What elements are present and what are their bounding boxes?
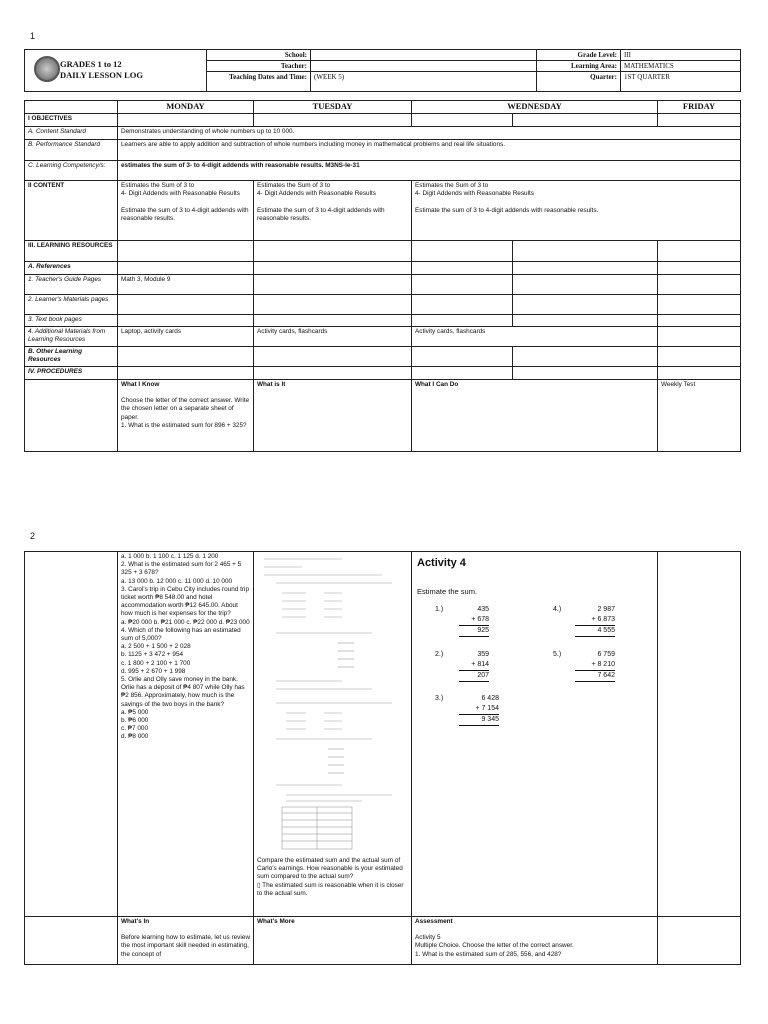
title-line2: DAILY LESSON LOG	[60, 70, 143, 80]
teacher-value	[311, 61, 537, 72]
addend-2: + 814	[459, 660, 489, 671]
problem-number: 2.)	[435, 651, 444, 658]
weekly-test: Weekly Test	[658, 380, 741, 452]
title-line1: GRADES 1 to 12	[60, 59, 122, 69]
activity-title: Activity 4	[417, 557, 466, 569]
dates-label: Teaching Dates and Time:	[207, 72, 311, 92]
other-resources-label: B. Other Learning Resources	[25, 347, 118, 367]
objectives-label: I OBJECTIVES	[25, 114, 118, 127]
addend-2: + 678	[459, 615, 489, 626]
area-label: Learning Area:	[537, 61, 621, 72]
competency-value: estimates the sum of 3- to 4-digit addends with reasonable results. M3NS-Ie-31	[118, 161, 741, 181]
problem-number: 1.)	[435, 606, 444, 613]
day-wednesday: WEDNESDAY	[412, 101, 658, 114]
grade-value: III	[621, 50, 741, 61]
tg-label: 1. Teacher's Guide Pages	[25, 275, 118, 295]
activity-subtitle: Estimate the sum.	[417, 587, 478, 596]
page-number: 1	[30, 31, 36, 41]
addend-1: 6 428	[481, 695, 499, 702]
whats-in-text: Before learning how to estimate, let us review the most important skill needed in estimating, the concept of	[121, 934, 250, 958]
addend-1: 359	[477, 651, 489, 658]
tg-monday: Math 3, Module 9	[118, 275, 254, 295]
procedures-label: IV. PROCEDURES	[25, 367, 118, 380]
content-tuesday: Estimates the Sum of 3 to 4- Digit Addends with Reasonable Results Estimate the sum of 3 to 4-digit addends with reasonable results.	[254, 181, 412, 241]
problem-1	[437, 605, 489, 637]
what-is-it-title: What is It	[254, 380, 412, 452]
additional-tuesday: Activity cards, flashcards	[254, 327, 412, 347]
problem-4	[555, 605, 615, 637]
problem-number: 3.)	[435, 695, 444, 702]
assessment-title: Assessment	[415, 918, 453, 925]
whats-more-title: What's More	[254, 917, 412, 965]
what-i-can-do-title: What I Can Do	[412, 380, 658, 452]
quarter-value: 1ST QUARTER	[621, 72, 741, 92]
assessment-text: Activity 5 Multiple Choice. Choose the letter of the correct answer. 1. What is the estimated sum of 285, 556, and 428?	[415, 934, 574, 958]
day-monday: MONDAY	[118, 101, 254, 114]
additional-wednesday: Activity cards, flashcards	[412, 327, 658, 347]
area-value: MATHEMATICS	[621, 61, 741, 72]
monday-questions: a. 1 000 b. 1 100 c. 1 125 d. 1 200 2. What is the estimated sum for 2 465 + 5 325 + 3 678? a. 13 000 b. 12 000 c. 11 000 d. 10 000 3. Carol's trip in Cebu City includes round trip ticket worth ₱8 548.00 and hotel accommodation worth ₱12 645.00. About how much is her expenses for the trip? a. ₱20 000 b. ₱21 000 c. ₱22 000 d. ₱23 000 4. Which of the following has an estimated sum of 5,000? a. 2 500 + 1 500 + 2 028 b. 1125 + 3 472 + 954 c. 1 800 + 2 100 + 1 700 d. 995 + 2 670 + 1 998 5. Orlie and Olly save money in the bank. Orlie has a deposit of ₱4 807 while Olly has ₱2 856. Approximately, how much is the savings of the two boys in the bank? a. ₱5 000 b. ₱6 000 c. ₱7 000 d. ₱8 000	[118, 552, 254, 917]
content-std-label: A. Content Standard	[25, 127, 118, 140]
content-label: II CONTENT	[25, 181, 118, 241]
worked-example-sketch	[262, 555, 404, 855]
school-value	[311, 50, 537, 61]
answer: 925	[459, 626, 489, 637]
lesson-log-table	[24, 100, 741, 452]
day-friday: FRIDAY	[658, 101, 741, 114]
compare-text: Compare the estimated sum and the actual sum of Carlo's earnings. How reasonable is your estimated sum compared to the actual sum? ▯ The estimated sum is reasonable when it is closer to the actual sum.	[257, 857, 404, 897]
day-tuesday: TUESDAY	[254, 101, 412, 114]
problem-5	[555, 650, 615, 682]
quarter-label: Quarter:	[537, 72, 621, 92]
addend-1: 6 759	[597, 651, 615, 658]
addend-1: 2 987	[597, 606, 615, 613]
worked-example-image	[262, 555, 404, 855]
additional-monday: Laptop, activity cards	[118, 327, 254, 347]
what-i-know-title: What I Know	[121, 381, 160, 388]
teacher-label: Teacher:	[207, 61, 311, 72]
addend-1: 435	[477, 606, 489, 613]
additional-label: 4. Additional Materials from Learning Resources	[25, 327, 118, 347]
problem-number: 4.)	[553, 606, 562, 613]
answer: 207	[459, 671, 489, 682]
answer: 4 555	[575, 626, 615, 637]
addend-2: + 7 154	[459, 704, 499, 715]
addend-2: + 6 873	[575, 615, 615, 626]
addend-2: + 8 210	[575, 660, 615, 671]
tb-label: 3. Text book pages	[25, 315, 118, 327]
content-wednesday: Estimates the Sum of 3 to 4- Digit Addends with Reasonable Results Estimate the sum of 3 to 4-digit addends with reasonable results.	[412, 181, 741, 241]
answer: 9 345	[459, 715, 499, 726]
problem-number: 5.)	[553, 651, 562, 658]
problem-3	[437, 694, 499, 726]
what-i-know-text: Choose the letter of the correct answer. Write the chosen letter on a separate sheet of paper. 1. What is the estimated sum for 896 + 325?	[121, 397, 250, 429]
dates-value: (WEEK 5)	[311, 72, 537, 92]
content-std-value: Demonstrates understanding of whole numbers up to 10 000.	[118, 127, 741, 140]
lm-label: 2. Learner's Materials pages	[25, 295, 118, 315]
school-label: School:	[207, 50, 311, 61]
competency-label: C. Learning Competency/s:	[25, 161, 118, 181]
problem-2	[437, 650, 489, 682]
resources-label: III. LEARNING RESOURCES	[25, 241, 118, 262]
perf-std-value: Learners are able to apply addition and subtraction of whole numbers including money in mathematical problems and real life situations.	[118, 140, 741, 161]
content-monday: Estimates the Sum of 3 to 4- Digit Addends with Reasonable Results Estimate the sum of 3 to 4-digit addends with reasonable results.	[118, 181, 254, 241]
page-number: 2	[30, 531, 36, 541]
activity-4-card	[413, 553, 655, 753]
header-table	[24, 49, 741, 92]
grade-label: Grade Level:	[537, 50, 621, 61]
references-label: A. References	[25, 262, 118, 275]
whats-in-title: What's In	[121, 918, 150, 925]
perf-std-label: B. Performance Standard	[25, 140, 118, 161]
answer: 7 642	[575, 671, 615, 682]
